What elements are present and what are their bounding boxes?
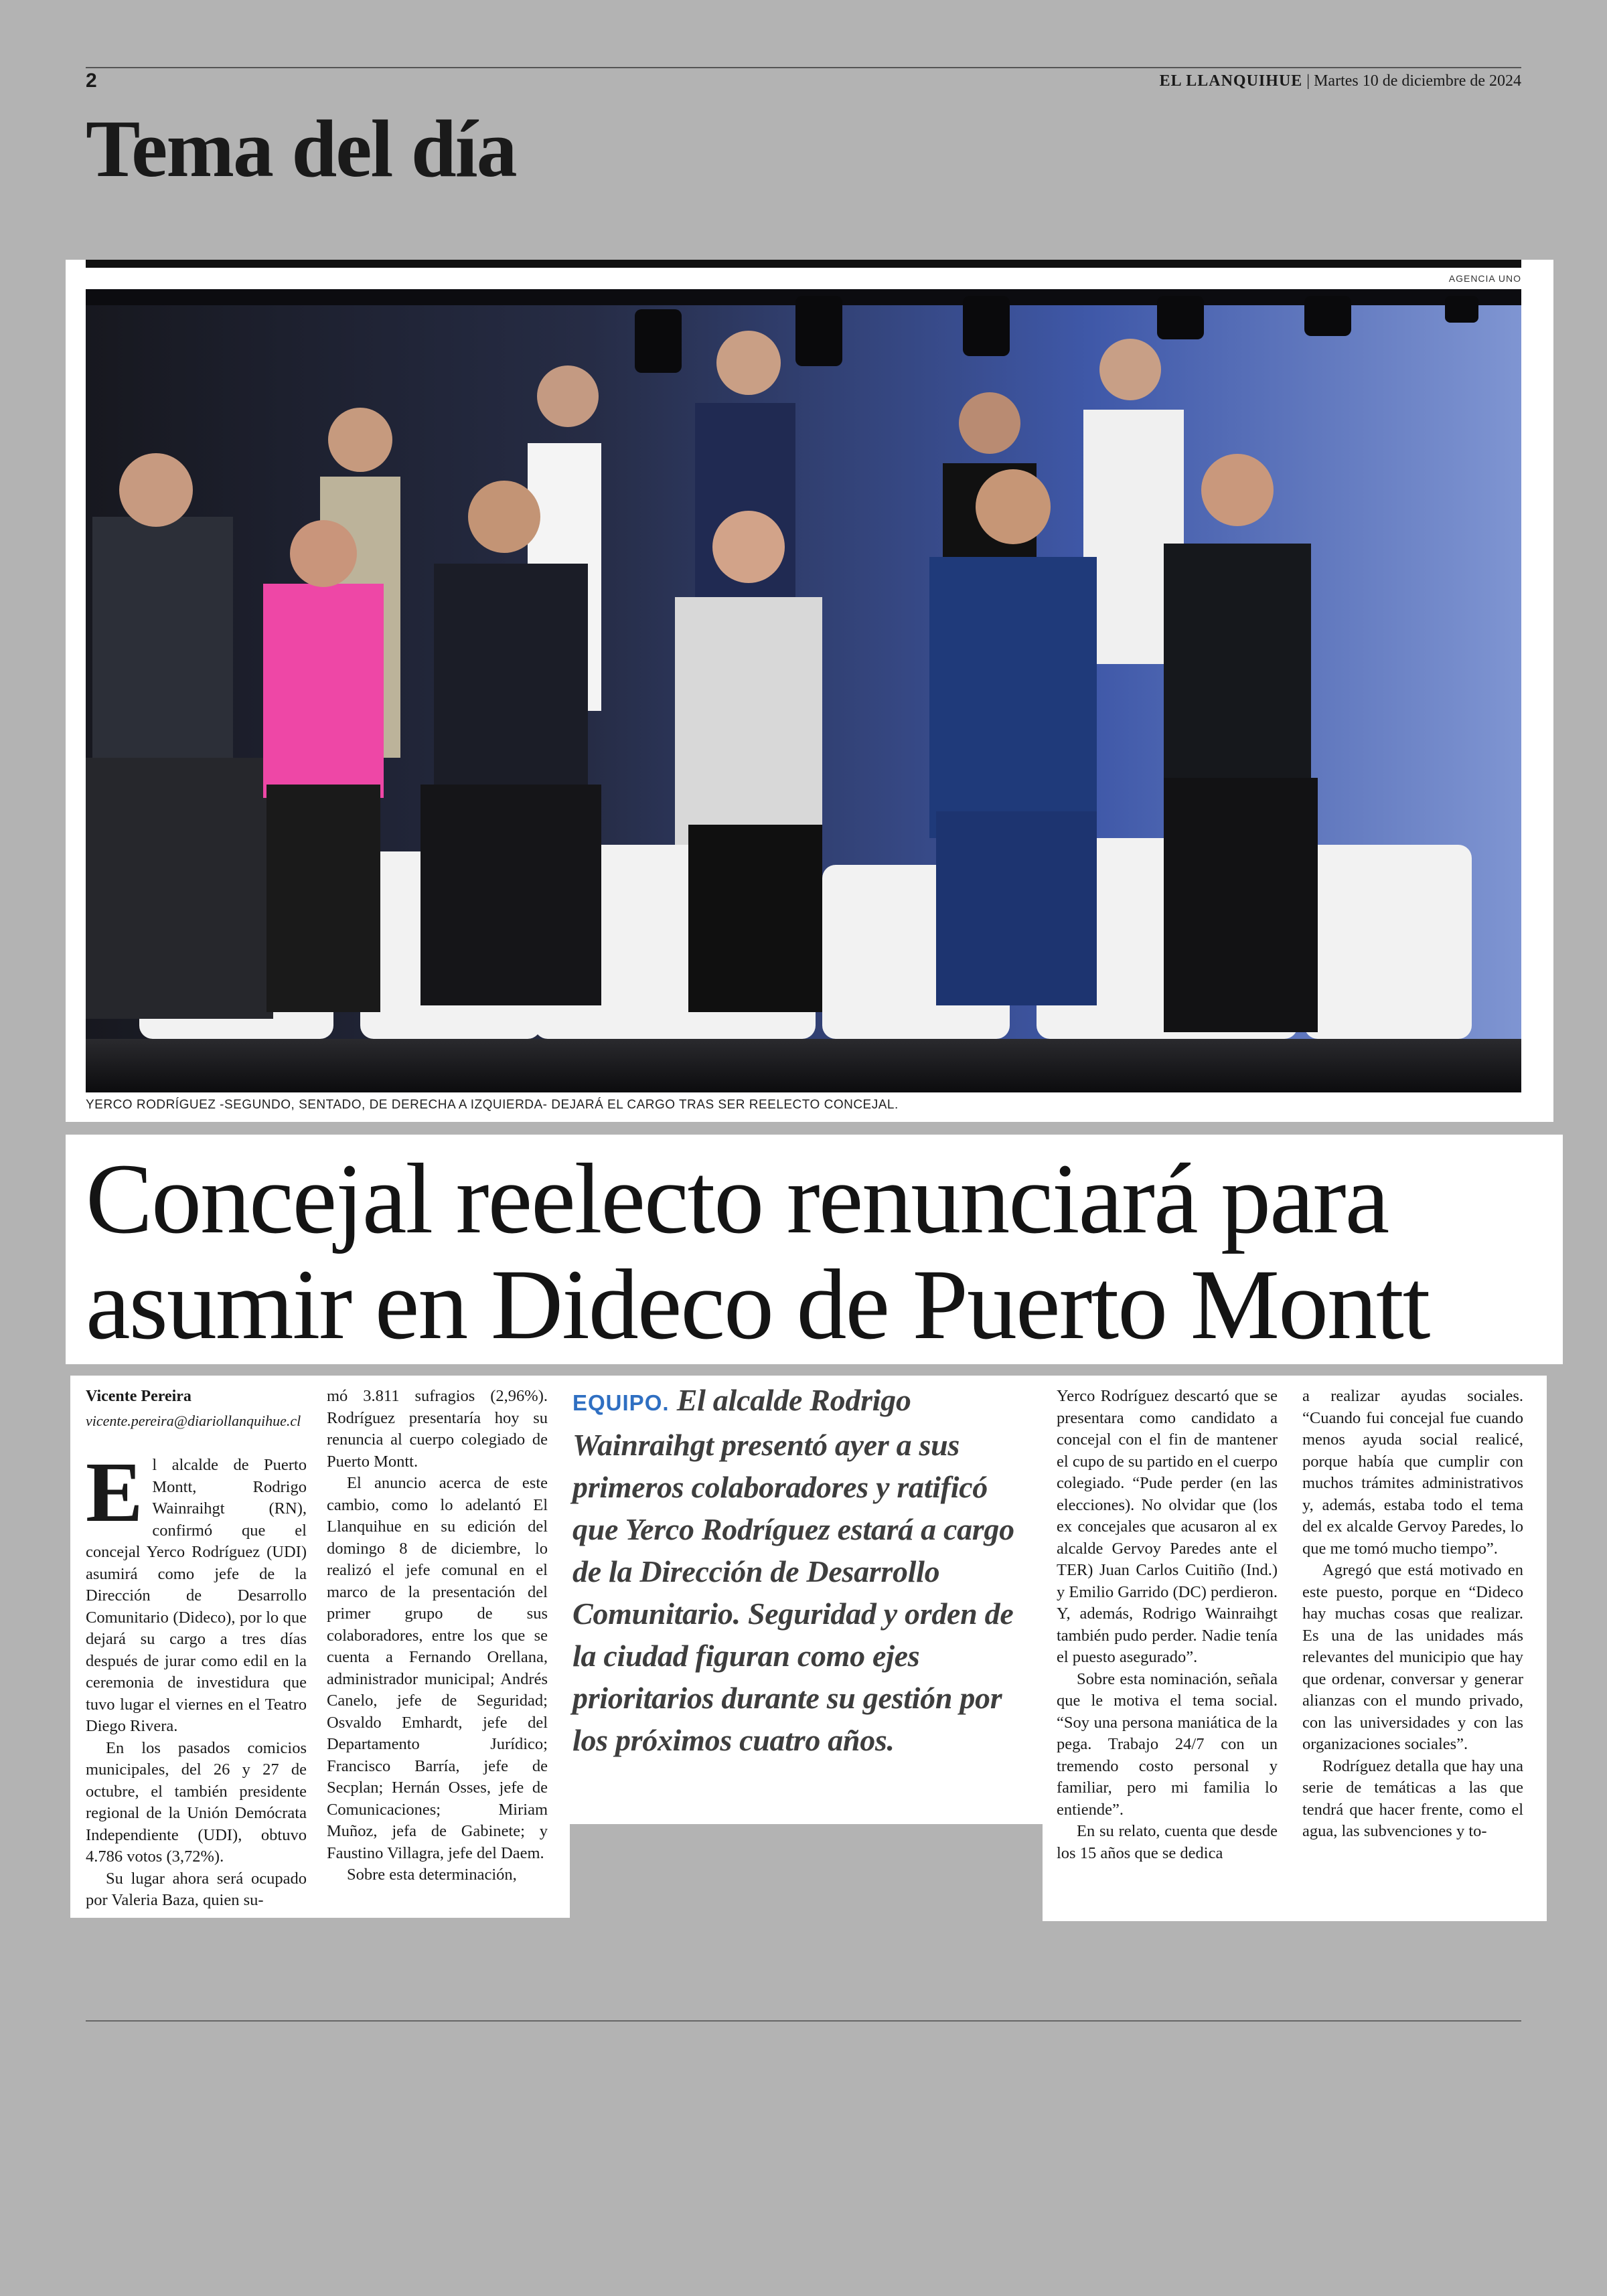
- group-photo-illustration: [86, 289, 1521, 1092]
- masthead-separator: |: [1302, 72, 1314, 90]
- article-headline: Concejal reelecto renunciará para asumir en Dideco de Puerto Montt: [86, 1143, 1430, 1360]
- pull-quote-text: El alcalde Rodrigo Wainraihgt presentó ayer a sus primeros colaboradores y ratificó que Yerco Rodríguez estará a cargo de la Dirección de Desarrollo Comunitario. Seguridad y orden de la ciudad figuran como ejes prioritarios durante su gestión por los próximos cuatro años.: [572, 1383, 1014, 1757]
- body-paragraph: Rodríguez detalla que hay una serie de temáticas a las que tendrá que hacer frente, como el agua, las subvenciones y to-: [1302, 1756, 1523, 1840]
- article-column-3: [1057, 1386, 1278, 1864]
- photo-credit: AGENCIA UNO: [1448, 273, 1521, 284]
- article-column-2: [327, 1386, 548, 1886]
- lead-paragraph: [86, 1445, 307, 1738]
- drop-cap: E: [86, 1445, 143, 1540]
- section-title: Tema del día: [86, 104, 516, 194]
- body-paragraph: En su relato, cuenta que desde los 15 años que se dedica: [1057, 1822, 1278, 1862]
- body-paragraph: Agregó que está motivado en este puesto, porque en “Dideco hay muchas cosas que realizar. Es una de las unidades más relevantes del municipio que hay que ordenar, conversar y generar alianzas con el mundo privado, con las universidades y con las organizaciones sociales”.: [1302, 1561, 1523, 1753]
- pull-quote: [572, 1379, 1035, 1761]
- issue-date: Martes 10 de diciembre de 2024: [1314, 72, 1521, 90]
- pull-quote-lead: EQUIPO.: [572, 1390, 670, 1415]
- newspaper-name: EL LLANQUIHUE: [1159, 72, 1303, 90]
- body-paragraph: Sobre esta determinación,: [347, 1866, 517, 1884]
- body-paragraph: Yerco Rodríguez descartó que se presentara como candidato a concejal con el fin de mantener el cupo de su partido en el cuerpo colegiado. “Pude perder (en las elecciones). No olvidar que (los ex concejales que acusaron al ex alcalde Gervoy Paredes ante el TER) Juan Carlos Cuitiño (Ind.) y Emilio Garrido (DC) perdieron. Y, además, Rodrigo Wainraihgt también pudo perder. Nadie tenía el puesto asegurado”.: [1057, 1387, 1278, 1666]
- body-paragraph: Su lugar ahora será ocupado por Valeria Baza, quien su-: [86, 1869, 307, 1909]
- byline-email: vicente.pereira@diariollanquihue.cl: [86, 1412, 301, 1429]
- masthead: [1160, 72, 1521, 90]
- top-rule: [86, 67, 1521, 68]
- photo-caption: YERCO RODRÍGUEZ -SEGUNDO, SENTADO, DE DERECHA A IZQUIERDA- DEJARÁ EL CARGO TRAS SER REELECTO CONCEJAL.: [86, 1098, 899, 1112]
- photo-top-rule: [86, 260, 1521, 268]
- body-paragraph: Sobre esta nominación, señala que le motiva el tema social. “Soy una persona maniática de la pega. Trabajo 24/7 con un tremendo costo personal y familiar, pero mi familia lo entiende”.: [1057, 1669, 1278, 1819]
- byline-author: Vicente Pereira: [86, 1388, 192, 1405]
- article-column-4: [1302, 1386, 1523, 1843]
- bottom-rule: [86, 2020, 1521, 2022]
- body-paragraph: a realizar ayudas sociales. “Cuando fui concejal fue cuando menos ayuda social realicé, porque había que cumplir con muchos trámites administrativos y, además, estaba todo el tema del ex alcalde Gervoy Paredes, lo que me tomó mucho tiempo”.: [1302, 1387, 1523, 1558]
- article-column-1: [86, 1386, 307, 1912]
- body-paragraph: El anuncio acerca de este cambio, como lo adelantó El Llanquihue en su edición del domingo 8 de diciembre, lo realizó el jefe comunal en el marco de la presentación del primer grupo de sus colaboradores, entre los que se cuenta a Fernando Orellana, administrador municipal; Andrés Canelo, jefe de Seguridad; Osvaldo Emhardt, jefe del Departamento Jurídico; Francisco Barría, jefe de Secplan; Hernán Osses, jefe de Comunicaciones; Miriam Muñoz, jefa de Gabinete; y Faustino Villagra, jefe del Daem.: [327, 1474, 548, 1862]
- lead-paragraph-text: l alcalde de Puerto Montt, Rodrigo Wainraihgt (RN), confirmó que el concejal Yerco Rodríguez (UDI) asumirá como jefe de la Dirección de Desarrollo Comunitario (Dideco), por lo que dejará su cargo a tres días después de jurar como edil en la ceremonia de investidura que tuvo lugar el viernes en el Teatro Diego Rivera.: [86, 1456, 307, 1735]
- body-paragraph: mó 3.811 sufragios (2,96%). Rodríguez presentaría hoy su renuncia al cuerpo colegiado de Puerto Montt.: [327, 1387, 548, 1471]
- group-photo: [86, 289, 1521, 1092]
- body-paragraph: En los pasados comicios municipales, del 26 y 27 de octubre, el también presidente regional de la Unión Demócrata Independiente (UDI), obtuvo 4.786 votos (3,72%).: [86, 1738, 307, 1866]
- page-number: 2: [86, 70, 97, 92]
